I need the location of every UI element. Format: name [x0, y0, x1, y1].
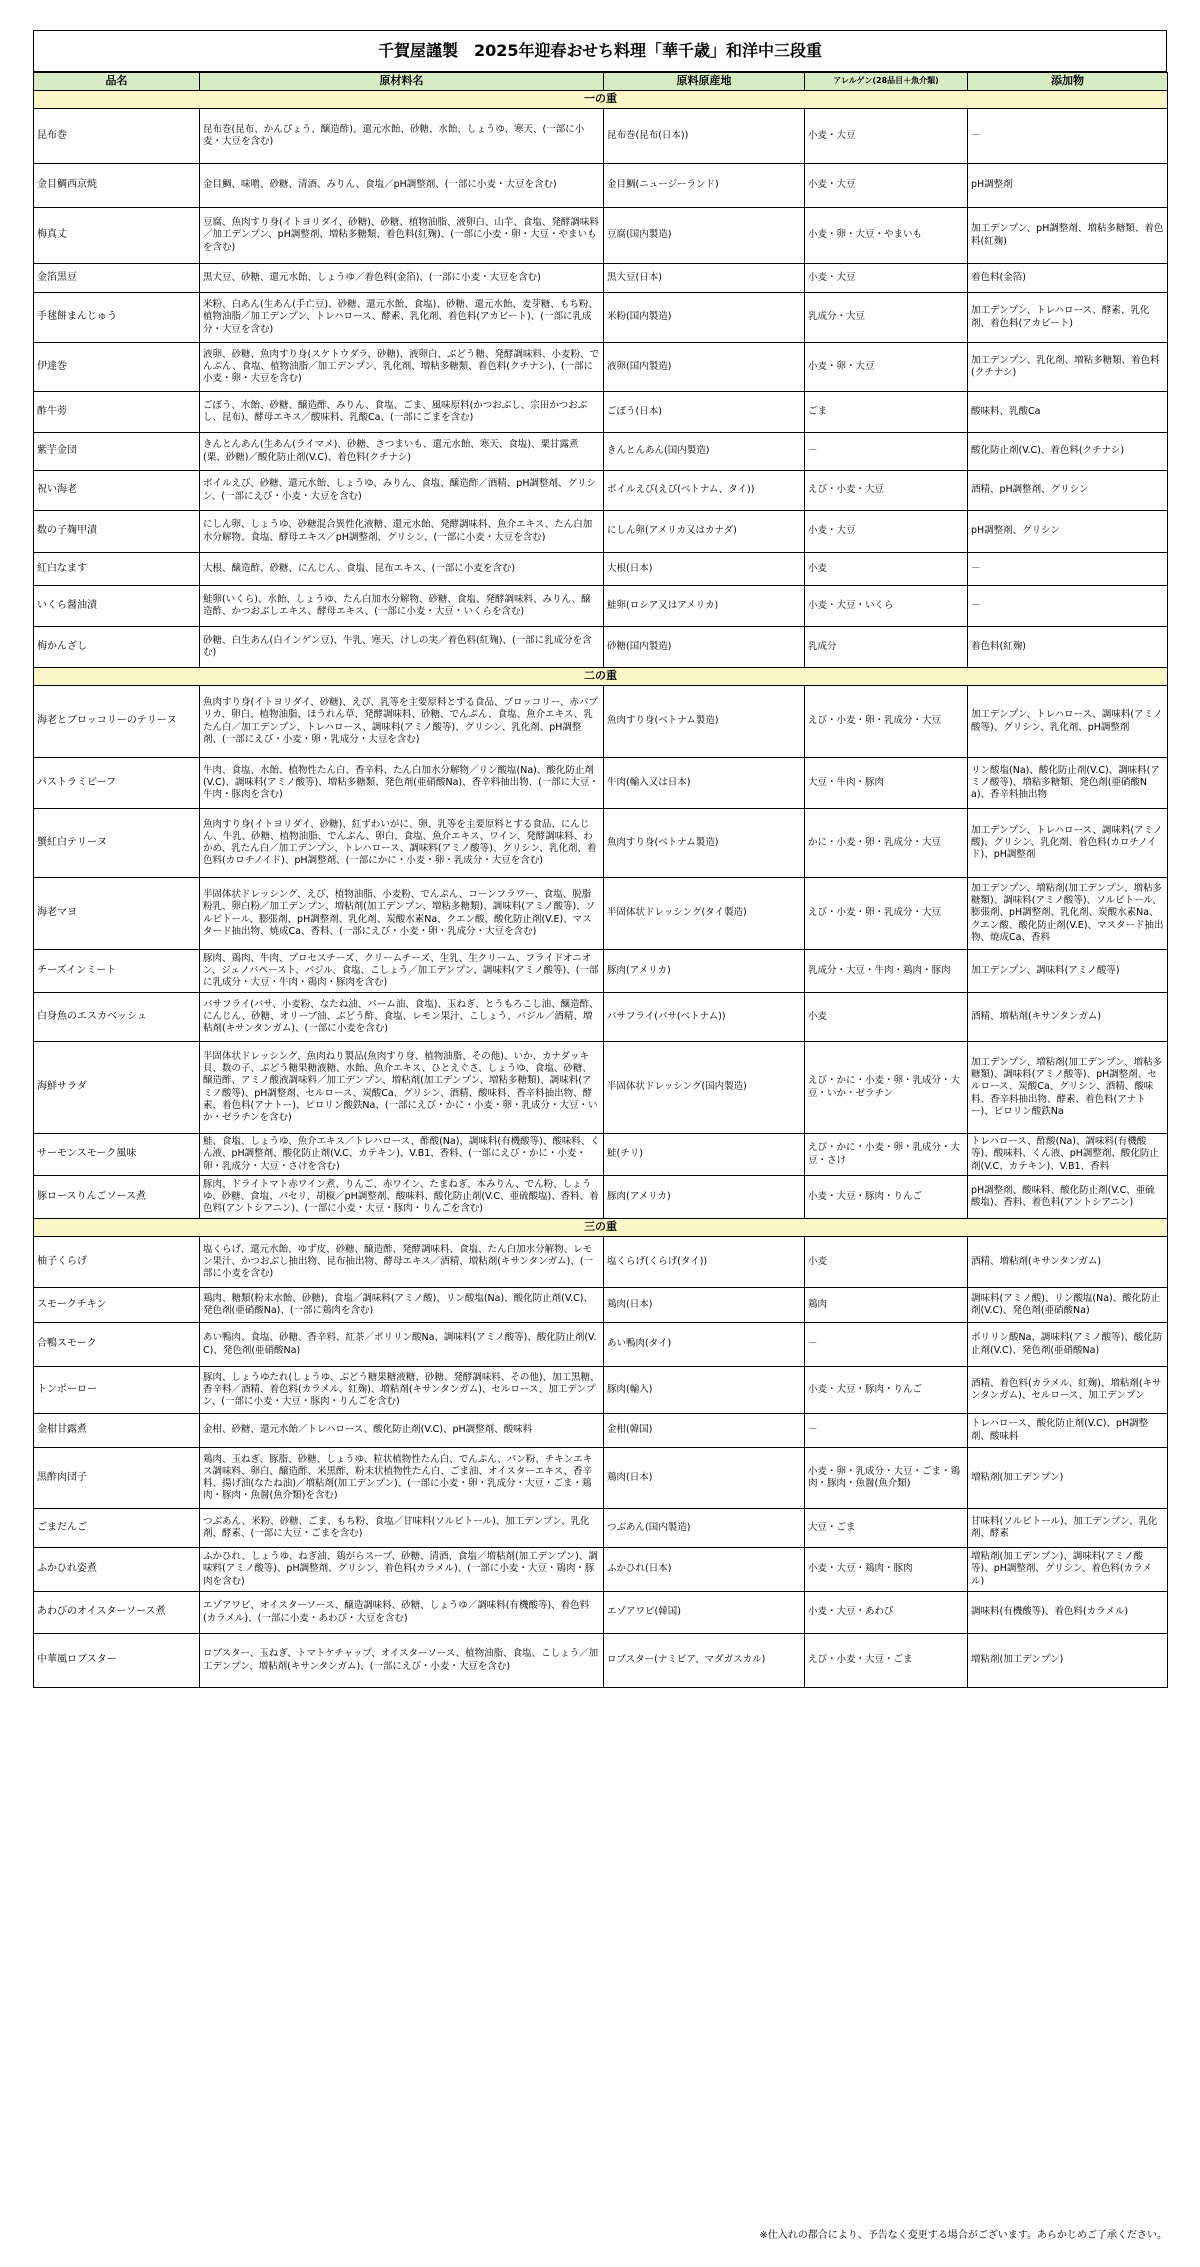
item-origin: きんとんあん(国内製造) — [604, 433, 805, 471]
table-row — [34, 392, 1168, 433]
item-ingredients: 鮭卵(いくら)、水飴、しょうゆ、たん白加水分解物、砂糖、食塩、発酵調味料、みりん、醸造酢、かつおぶしエキス、酵母エキス、(一部に小麦・大豆・いくらを含む) — [200, 586, 604, 627]
item-name: 伊達巻 — [34, 343, 200, 392]
item-allergens: － — [805, 1414, 968, 1448]
item-additives: 加工デンプン、増粘剤(加工デンプン、増粘多糖類)、調味料(アミノ酸等)、ソルビトール、膨張剤、pH調整剤、乳化剤、炭酸水素Na、クエン酸、酸化防止剤(V.E)、マスタード抽出物、焼成Ca、香料 — [968, 878, 1168, 950]
item-ingredients: バサフライ(バサ、小麦粉、なたね油、パーム油、食塩)、玉ねぎ、とうもろこし油、醸造酢、にんじん、砂糖、オリーブ油、ぶどう酢、食塩、レモン果汁、こしょう、パジル／酒精、増粘剤(キサンタンガム)、(一部に小麦を含む) — [200, 993, 604, 1042]
item-origin: つぶあん(国内製造) — [604, 1509, 805, 1548]
item-name: 海老マヨ — [34, 878, 200, 950]
table-row — [34, 950, 1168, 993]
item-origin: 牛肉(輸入又は日本) — [604, 758, 805, 809]
item-ingredients: 鶏肉、糖類(粉末水飴、砂糖)、食塩／調味料(アミノ酸)、リン酸塩(Na)、酸化防止剤(V.C)、発色剤(亜硝酸Na)、(一部に鶏肉を含む) — [200, 1288, 604, 1323]
item-allergens: 小麦・大豆 — [805, 109, 968, 164]
item-origin: ふかひれ(日本) — [604, 1548, 805, 1592]
item-allergens: 小麦 — [805, 553, 968, 586]
table-row — [34, 1548, 1168, 1592]
section-label: 一の重 — [34, 91, 1168, 109]
section-label: 三の重 — [34, 1219, 1168, 1237]
item-ingredients: あい鴨肉、食塩、砂糖、香辛料、紅茶／ポリリン酸Na、調味料(アミノ酸等)、酸化防止剤(V.C)、発色剤(亜硝酸Na) — [200, 1323, 604, 1367]
item-allergens: 小麦・大豆 — [805, 264, 968, 293]
table-row — [34, 993, 1168, 1042]
item-ingredients: 豆腐、魚肉すり身(イトヨリダイ、砂糖)、砂糖、植物油脂、液卵白、山芋、食塩、発酵調味料／加工デンプン、pH調整剤、増粘多糖類、着色料(紅麹)、(一部に小麦・卵・大豆・やまいもを含む) — [200, 208, 604, 264]
item-name: 昆布巻 — [34, 109, 200, 164]
item-name: あわびのオイスターソース煮 — [34, 1592, 200, 1634]
item-ingredients: 魚肉すり身(イトヨリダイ、砂糖)、紅ずわいがに、卵、乳等を主要原料とする食品、にんじん、牛乳、砂糖、植物油脂、でんぷん、卵白、食塩、魚介エキス、ワイン、発酵調味料、わかめ、乳たん白／加工デンプン、トレハロース、調味料(アミノ酸等)、グリシン、乳化剤、着色料(カロチノイド)、pH調整剤、(一部にかに・小麦・卵・乳成分・大豆を含む) — [200, 809, 604, 878]
header-name: 品名 — [34, 73, 200, 91]
item-allergens: 小麦 — [805, 993, 968, 1042]
header-additives: 添加物 — [968, 73, 1168, 91]
item-ingredients: エゾアワビ、オイスターソース、醸造調味料、砂糖、しょうゆ／調味料(有機酸等)、着色料(カラメル)、(一部に小麦・あわび・大豆を含む) — [200, 1592, 604, 1634]
item-origin: バサフライ(バサ(ベトナム)) — [604, 993, 805, 1042]
item-name: 海老とブロッコリーのテリーヌ — [34, 686, 200, 758]
item-additives: トレハロース、酸化防止剤(V.C)、pH調整剤、酸味料 — [968, 1414, 1168, 1448]
item-origin: 塩くらげ(くらげ(タイ)) — [604, 1237, 805, 1288]
item-additives: 加工デンプン、乳化剤、増粘多糖類、着色料(クチナシ) — [968, 343, 1168, 392]
item-name: トンポーロー — [34, 1367, 200, 1414]
item-allergens: 小麦・大豆 — [805, 164, 968, 208]
item-allergens: えび・小麦・卵・乳成分・大豆 — [805, 878, 968, 950]
item-additives: 酒精、pH調整剤、グリシン — [968, 471, 1168, 511]
item-name: 手毬餅まんじゅう — [34, 293, 200, 343]
item-name: 酢牛蒡 — [34, 392, 200, 433]
table-row — [34, 586, 1168, 627]
item-name: 金目鯛西京焼 — [34, 164, 200, 208]
item-additives: 加工デンプン、pH調整剤、増粘多糖類、着色料(紅麹) — [968, 208, 1168, 264]
item-ingredients: ボイルえび、砂糖、還元水飴、しょうゆ、みりん、食塩、醸造酢／酒精、pH調整剤、グリシン、(一部にえび・小麦・大豆を含む) — [200, 471, 604, 511]
table-row — [34, 1592, 1168, 1634]
item-additives: 酸味料、乳酸Ca — [968, 392, 1168, 433]
item-name: 梅かんざし — [34, 627, 200, 668]
item-allergens: 乳成分 — [805, 627, 968, 668]
item-origin: ロブスター(ナミビア、マダガスカル) — [604, 1634, 805, 1688]
item-origin: 魚肉すり身(ベトナム製造) — [604, 686, 805, 758]
item-allergens: 小麦・卵・大豆 — [805, 343, 968, 392]
item-ingredients: 豚肉、しょうゆたれ(しょうゆ、ぶどう糖果糖液糖、砂糖、発酵調味料、その他)、加工黒糖、香辛料／酒精、着色料(カラメル、紅麹)、増粘剤(キサンタンガム)、セルロース、加工デンプン、(一部に小麦・大豆・豚肉・りんごを含む) — [200, 1367, 604, 1414]
item-allergens: 小麦 — [805, 1237, 968, 1288]
item-allergens: － — [805, 433, 968, 471]
table-row — [34, 109, 1168, 164]
table-row — [34, 264, 1168, 293]
section-row — [34, 1219, 1168, 1237]
item-origin: 鶏肉(日本) — [604, 1448, 805, 1509]
item-ingredients: ロブスター、玉ねぎ、トマトケチャップ、オイスターソース、植物油脂、食塩、こしょう／加工デンプン、増粘剤(キサンタンガム)、(一部にえび・小麦・大豆を含む) — [200, 1634, 604, 1688]
item-name: 金柑甘露煮 — [34, 1414, 200, 1448]
table-body — [34, 91, 1168, 1688]
item-ingredients: 鮭、食塩、しょうゆ、魚介エキス／トレハロース、酢酸(Na)、調味料(有機酸等)、酸味料、くん液、pH調整剤、酸化防止剤(V.C、カテキン)、V.B1、香料、(一部にえび・かに・小麦・卵・乳成分・大豆・さけを含む) — [200, 1134, 604, 1176]
ingredients-table — [33, 72, 1168, 1688]
item-ingredients: ふかひれ、しょうゆ、ねぎ油、鶏がらスープ、砂糖、清酒、食塩／増粘剤(加工デンプン)、調味料(アミノ酸等)、pH調整剤、グリシン、着色料(カラメル)、(一部に小麦・大豆・鶏肉・豚肉を含む) — [200, 1548, 604, 1592]
item-additives: － — [968, 586, 1168, 627]
table-row — [34, 1323, 1168, 1367]
header-row — [34, 73, 1168, 91]
table-row — [34, 511, 1168, 553]
item-allergens: 小麦・大豆・鶏肉・豚肉 — [805, 1548, 968, 1592]
table-row — [34, 1367, 1168, 1414]
item-ingredients: 鶏肉、玉ねぎ、豚脂、砂糖、しょうゆ、粒状植物性たん白、でんぷん、パン粉、チキンエキス調味料、卵白、醸造酢、米黒酢、粉末状植物性たん白、ごま油、オイスターエキス、香辛料、揚げ油(なたね油)／増粘剤(加工デンプン)、(一部に小麦・卵・乳成分・大豆・ごま・鶏肉・豚肉・魚醤(魚介類)を含む) — [200, 1448, 604, 1509]
item-additives: 酒精、増粘剤(キサンタンガム) — [968, 1237, 1168, 1288]
item-allergens: 鶏肉 — [805, 1288, 968, 1323]
item-additives: 増粘剤(加工デンプン)、調味料(アミノ酸等)、pH調整剤、グリシン、着色料(カラメル) — [968, 1548, 1168, 1592]
table-row — [34, 471, 1168, 511]
item-origin: 豚肉(アメリカ) — [604, 950, 805, 993]
item-name: 紅白なます — [34, 553, 200, 586]
table-row — [34, 343, 1168, 392]
item-origin: 米粉(国内製造) — [604, 293, 805, 343]
item-name: 蟹紅白テリーヌ — [34, 809, 200, 878]
table-row — [34, 758, 1168, 809]
item-origin: 半固体状ドレッシング(国内製造) — [604, 1042, 805, 1134]
item-ingredients: 魚肉すり身(イトヨリダイ、砂糖)、えび、乳等を主要原料とする食品、ブロッコリー、赤パプリカ、卵白、植物油脂、ほうれん草、発酵調味料、砂糖、でんぷん、食塩、魚介エキス、乳たん白／加工デンプン、トレハロース、調味料(アミノ酸等)、グリシン、乳化剤、pH調整剤、(一部にえび・小麦・卵・乳成分・大豆を含む) — [200, 686, 604, 758]
item-ingredients: 半固体状ドレッシング、魚肉ねり製品(魚肉すり身、植物油脂、その他)、いか、カナダッキ貝、数の子、ぶどう糖果糖液糖、水飴、魚介エキス、ひとえぐさ、しょうゆ、食塩、砂糖、醸造酢、アミノ酸液調味料／加工デンプン、増粘剤(加工デンプン、増粘多糖類)、調味料(アミノ酸等)、pH調整剤、セルロース、炭酸Ca、グリシン、酒精、酸味料、香辛料抽出物、酵素、着色料(アナトー)、ピロリン酸鉄Na、(一部にえび・かに・小麦・卵・乳成分・大豆・いか・ゼラチンを含む) — [200, 1042, 604, 1134]
item-name: サーモンスモーク風味 — [34, 1134, 200, 1176]
item-name: 中華風ロブスター — [34, 1634, 200, 1688]
section-row — [34, 668, 1168, 686]
item-allergens: 小麦・大豆・いくら — [805, 586, 968, 627]
item-name: 数の子麹甲漬 — [34, 511, 200, 553]
item-additives: 増粘剤(加工デンプン) — [968, 1448, 1168, 1509]
item-additives: pH調整剤 — [968, 164, 1168, 208]
item-ingredients: 金柑、砂糖、還元水飴／トレハロース、酸化防止剤(V.C)、pH調整剤、酸味料 — [200, 1414, 604, 1448]
item-origin: 魚肉すり身(ベトナム製造) — [604, 809, 805, 878]
table-row — [34, 1414, 1168, 1448]
item-allergens: えび・かに・小麦・卵・乳成分・大豆・さけ — [805, 1134, 968, 1176]
item-additives: pH調整剤、酸味料、酸化防止剤(V.C、亜硫酸塩)、香料、着色料(アントシアニン) — [968, 1176, 1168, 1219]
item-additives: 加工デンプン、トレハロース、調味料(アミノ酸)、グリシン、乳化剤、着色料(カロチノイド)、pH調整剤 — [968, 809, 1168, 878]
item-ingredients: 半固体状ドレッシング、えび、植物油脂、小麦粉、でんぷん、コーンフラワー、食塩、脱脂粉乳、卵白粉／加工デンプン、増粘剤(加工デンプン、増粘多糖類)、調味料(アミノ酸等)、ソルビトール、膨張剤、pH調整剤、乳化剤、炭酸水素Na、クエン酸、酸化防止剤(V.E)、マスタード抽出物、焼成Ca、香料、(一部にえび・小麦・卵・乳成分・大豆を含む) — [200, 878, 604, 950]
item-allergens: えび・かに・小麦・卵・乳成分・大豆・いか・ゼラチン — [805, 1042, 968, 1134]
item-name: パストラミビーフ — [34, 758, 200, 809]
item-allergens: 小麦・大豆・あわび — [805, 1592, 968, 1634]
header-origin: 原料原産地 — [604, 73, 805, 91]
item-allergens: 乳成分・大豆・牛肉・鶏肉・豚肉 — [805, 950, 968, 993]
item-origin: 金柑(韓国) — [604, 1414, 805, 1448]
item-additives: 着色料(紅麹) — [968, 627, 1168, 668]
item-origin: 液卵(国内製造) — [604, 343, 805, 392]
section-label: 二の重 — [34, 668, 1168, 686]
table-row — [34, 553, 1168, 586]
item-ingredients: 液卵、砂糖、魚肉すり身(スケトウダラ、砂糖)、液卵白、ぶどう糖、発酵調味料、小麦粉、でんぷん、食塩、植物油脂／加工デンプン、乳化剤、増粘多糖類、着色料(クチナシ)、(一部に小麦・卵・大豆を含む) — [200, 343, 604, 392]
item-allergens: 小麦・大豆 — [805, 511, 968, 553]
item-allergens: 乳成分・大豆 — [805, 293, 968, 343]
item-origin: 鶏肉(日本) — [604, 1288, 805, 1323]
item-ingredients: つぶあん、米粉、砂糖、ごま、もち粉、食塩／甘味料(ソルビトール)、加工デンプン、乳化剤、酵素、(一部に大豆・ごまを含む) — [200, 1509, 604, 1548]
item-allergens: － — [805, 1323, 968, 1367]
item-name: 梅真丈 — [34, 208, 200, 264]
item-additives: 調味料(アミノ酸)、リン酸塩(Na)、酸化防止剤(V.C)、発色剤(亜硝酸Na) — [968, 1288, 1168, 1323]
item-origin: 豆腐(国内製造) — [604, 208, 805, 264]
item-additives: 加工デンプン、増粘剤(加工デンプン、増粘多糖類)、調味料(アミノ酸等)、pH調整剤、セルロース、炭酸Ca、グリシン、酒精、酸味料、香辛料抽出物、酵素、着色料(アナトー)、ピロリン酸鉄Na — [968, 1042, 1168, 1134]
item-additives: 調味料(有機酸等)、着色料(カラメル) — [968, 1592, 1168, 1634]
table-row — [34, 208, 1168, 264]
footnote: ※仕入れの都合により、予告なく変更する場合がございます。あらかじめご了承ください。 — [759, 2230, 1167, 2241]
table-row — [34, 1634, 1168, 1688]
item-name: 祝い海老 — [34, 471, 200, 511]
item-origin: 半固体状ドレッシング(タイ製造) — [604, 878, 805, 950]
item-additives: 着色料(金箔) — [968, 264, 1168, 293]
page-title: 千賀屋謹製 2025年迎春おせち料理「華千歳」和洋中三段重 — [33, 30, 1167, 72]
item-ingredients: 黒大豆、砂糖、還元水飴、しょうゆ／着色料(金箔)、(一部に小麦・大豆を含む) — [200, 264, 604, 293]
table-row — [34, 1134, 1168, 1176]
header-allergens: アレルゲン(28品目＋魚介類) — [805, 73, 968, 91]
item-additives: 酸化防止剤(V.C)、着色料(クチナシ) — [968, 433, 1168, 471]
item-origin: 砂糖(国内製造) — [604, 627, 805, 668]
table-row — [34, 433, 1168, 471]
item-origin: ごぼう(日本) — [604, 392, 805, 433]
table-row — [34, 1176, 1168, 1219]
item-allergens: えび・小麦・大豆・ごま — [805, 1634, 968, 1688]
item-ingredients: 昆布巻(昆布、かんぴょう、醸造酢)、還元水飴、砂糖、水飴、しょうゆ、寒天、(一部に小麦・大豆を含む) — [200, 109, 604, 164]
item-allergens: 小麦・大豆・豚肉・りんご — [805, 1176, 968, 1219]
item-name: 柚子くらげ — [34, 1237, 200, 1288]
item-origin: 鮭(チリ) — [604, 1134, 805, 1176]
table-row — [34, 627, 1168, 668]
table-row — [34, 1237, 1168, 1288]
item-allergens: かに・小麦・卵・乳成分・大豆 — [805, 809, 968, 878]
item-allergens: ごま — [805, 392, 968, 433]
item-additives: ポリリン酸Na、調味料(アミノ酸等)、酸化防止剤(V.C)、発色剤(亜硝酸Na) — [968, 1323, 1168, 1367]
item-additives: pH調整剤、グリシン — [968, 511, 1168, 553]
table-row — [34, 164, 1168, 208]
item-name: 豚ロースりんごソース煮 — [34, 1176, 200, 1219]
item-origin: 鮭卵(ロシア又はアメリカ) — [604, 586, 805, 627]
item-allergens: えび・小麦・大豆 — [805, 471, 968, 511]
table-row — [34, 1042, 1168, 1134]
item-name: 紫芋金団 — [34, 433, 200, 471]
table-row — [34, 686, 1168, 758]
item-ingredients: 豚肉、鶏肉、牛肉、プロセスチーズ、クリームチーズ、生乳、生クリーム、フライドオニオン、ジェノバペースト、バジル、食塩、こしょう／加工デンプン、調味料(アミノ酸等)、(一部に乳成分・大豆・牛肉・鶏肉・豚肉を含む) — [200, 950, 604, 993]
item-name: チーズインミート — [34, 950, 200, 993]
item-additives: 酒精、着色料(カラメル、紅麹)、増粘剤(キサンタンガム)、セルロース、加工デンプン — [968, 1367, 1168, 1414]
item-name: 白身魚のエスカベッシュ — [34, 993, 200, 1042]
table-row — [34, 878, 1168, 950]
header-ingredients: 原材料名 — [200, 73, 604, 91]
item-ingredients: きんとんあん(生あん(ライマメ)、砂糖、さつまいも、還元水飴、寒天、食塩)、栗甘露煮(栗、砂糖)／酸化防止剤(V.C)、着色料(クチナシ) — [200, 433, 604, 471]
item-ingredients: 米粉、白あん(生あん(手亡豆)、砂糖、還元水飴、食塩)、砂糖、還元水飴、麦芽糖、もち粉、植物油脂／加工デンプン、トレハロース、酵素、乳化剤、着色料(アカビート)、(一部に乳成分・大豆を含む) — [200, 293, 604, 343]
item-ingredients: 豚肉、ドライトマト赤ワイン煮、りんご、赤ワイン、たまねぎ、本みりん、でん粉、しょうゆ、砂糖、食塩、パセリ、胡椒／pH調整剤、酸味料、酸化防止剤(V.C、亜硫酸塩)、香料、着色料(アントシアニン)、(一部に小麦・大豆・豚肉・りんごを含む) — [200, 1176, 604, 1219]
item-additives: 増粘剤(加工デンプン) — [968, 1634, 1168, 1688]
item-name: 金箔黒豆 — [34, 264, 200, 293]
item-allergens: 小麦・卵・大豆・やまいも — [805, 208, 968, 264]
item-name: スモークチキン — [34, 1288, 200, 1323]
item-additives: 加工デンプン、調味料(アミノ酸等) — [968, 950, 1168, 993]
item-additives: 甘味料(ソルビトール)、加工デンプン、乳化剤、酵素 — [968, 1509, 1168, 1548]
item-additives: 加工デンプン、トレハロース、調味料(アミノ酸等)、グリシン、乳化剤、pH調整剤 — [968, 686, 1168, 758]
table-row — [34, 1509, 1168, 1548]
item-additives: － — [968, 109, 1168, 164]
item-ingredients: 塩くらげ、還元水飴、ゆず皮、砂糖、醸造酢、発酵調味料、食塩、たん白加水分解物、レモン果汁、かつおぶし抽出物、昆布抽出物、酵母エキス／酒精、増粘剤(キサンタンガム)、(一部に小麦を含む) — [200, 1237, 604, 1288]
table-row — [34, 809, 1168, 878]
item-ingredients: 砂糖、白生あん(白インゲン豆)、牛乳、寒天、けしの実／着色料(紅麹)、(一部に乳成分を含む) — [200, 627, 604, 668]
item-ingredients: ごぼう、水飴、砂糖、醸造酢、みりん、食塩、ごま、風味原料(かつおぶし、宗田かつおぶし、昆布)、酵母エキス／酸味料、乳酸Ca、(一部にごまを含む) — [200, 392, 604, 433]
item-allergens: 小麦・卵・乳成分・大豆・ごま・鶏肉・豚肉・魚醤(魚介類) — [805, 1448, 968, 1509]
item-additives: トレハロース、酢酸(Na)、調味料(有機酸等)、酸味料、くん液、pH調整剤、酸化防止剤(V.C、カテキン)、V.B1、香料 — [968, 1134, 1168, 1176]
item-origin: エゾアワビ(韓国) — [604, 1592, 805, 1634]
table-row — [34, 1448, 1168, 1509]
item-allergens: えび・小麦・卵・乳成分・大豆 — [805, 686, 968, 758]
item-origin: 黒大豆(日本) — [604, 264, 805, 293]
item-origin: 豚肉(輸入) — [604, 1367, 805, 1414]
section-row — [34, 91, 1168, 109]
item-origin: ボイルえび(えび(ベトナム、タイ)) — [604, 471, 805, 511]
item-origin: 豚肉(アメリカ) — [604, 1176, 805, 1219]
item-origin: あい鴨肉(タイ) — [604, 1323, 805, 1367]
table-row — [34, 293, 1168, 343]
item-ingredients: にしん卵、しょうゆ、砂糖混合異性化液糖、還元水飴、発酵調味料、魚介エキス、たん白加水分解物、食塩、酵母エキス／pH調整剤、グリシン、(一部に小麦・大豆を含む) — [200, 511, 604, 553]
item-name: ふかひれ姿煮 — [34, 1548, 200, 1592]
item-name: 合鴨スモーク — [34, 1323, 200, 1367]
item-additives: － — [968, 553, 1168, 586]
item-allergens: 大豆・牛肉・豚肉 — [805, 758, 968, 809]
item-name: 黒酢肉団子 — [34, 1448, 200, 1509]
item-additives: 酒精、増粘剤(キサンタンガム) — [968, 993, 1168, 1042]
item-ingredients: 牛肉、食塩、水飴、植物性たん白、香辛料、たん白加水分解物／リン酸塩(Na)、酸化防止剤(V.C)、調味料(アミノ酸等)、増粘多糖類、発色剤(亜硝酸Na)、香辛料抽出物、(一部に大豆・牛肉・豚肉を含む) — [200, 758, 604, 809]
item-allergens: 大豆・ごま — [805, 1509, 968, 1548]
table-row — [34, 1288, 1168, 1323]
item-additives: 加工デンプン、トレハロース、酵素、乳化剤、着色料(アカビート) — [968, 293, 1168, 343]
item-origin: 大根(日本) — [604, 553, 805, 586]
item-ingredients: 大根、醸造酢、砂糖、にんじん、食塩、昆布エキス、(一部に小麦を含む) — [200, 553, 604, 586]
item-ingredients: 金目鯛、味噌、砂糖、清酒、みりん、食塩／pH調整剤、(一部に小麦・大豆を含む) — [200, 164, 604, 208]
item-name: ごまだんご — [34, 1509, 200, 1548]
item-additives: リン酸塩(Na)、酸化防止剤(V.C)、調味料(アミノ酸等)、増粘多糖類、発色剤(亜硝酸Na)、香辛料抽出物 — [968, 758, 1168, 809]
item-origin: 昆布巻(昆布(日本)) — [604, 109, 805, 164]
item-origin: 金目鯛(ニュージーランド) — [604, 164, 805, 208]
item-name: いくら醤油漬 — [34, 586, 200, 627]
item-allergens: 小麦・大豆・豚肉・りんご — [805, 1367, 968, 1414]
item-name: 海鮮サラダ — [34, 1042, 200, 1134]
item-origin: にしん卵(アメリカ又はカナダ) — [604, 511, 805, 553]
